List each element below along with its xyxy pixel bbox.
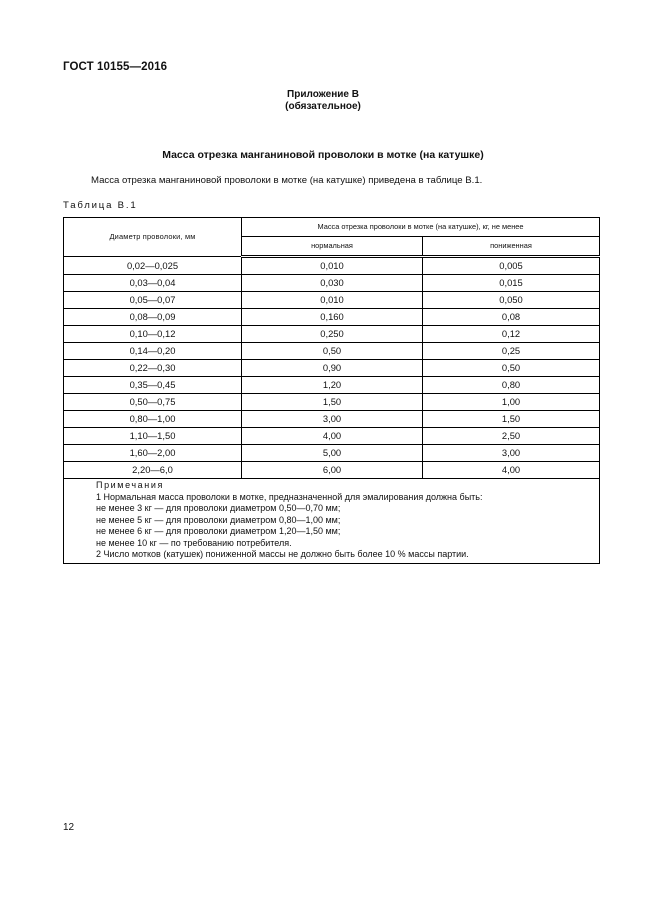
cell-diameter: 0,05—0,07 — [64, 292, 242, 309]
appendix-title: Приложение В — [287, 89, 359, 100]
cell-normal: 1,50 — [242, 394, 423, 411]
note-line: не менее 6 кг — для проволоки диаметром 1,20—1,50 мм; — [96, 526, 341, 536]
cell-normal: 4,00 — [242, 428, 423, 445]
header-mass-group: Масса отрезка проволоки в мотке (на катушке), кг, не менее — [242, 218, 600, 237]
cell-normal: 0,90 — [242, 360, 423, 377]
note-line: 2 Число мотков (катушек) пониженной массы не должно быть более 10 % массы партии. — [96, 549, 469, 559]
table-row — [64, 462, 600, 479]
cell-diameter: 0,08—0,09 — [64, 309, 242, 326]
cell-normal: 5,00 — [242, 445, 423, 462]
cell-normal: 3,00 — [242, 411, 423, 428]
table-caption: Таблица В.1 — [63, 200, 138, 211]
table-row — [64, 445, 600, 462]
appendix-heading — [0, 89, 646, 113]
cell-normal: 0,160 — [242, 309, 423, 326]
table-row — [64, 343, 600, 360]
cell-diameter: 0,22—0,30 — [64, 360, 242, 377]
table-row — [64, 411, 600, 428]
table-notes — [64, 479, 600, 564]
header-normal: нормальная — [242, 237, 423, 257]
cell-reduced: 1,00 — [423, 394, 600, 411]
cell-reduced: 0,50 — [423, 360, 600, 377]
cell-diameter: 1,10—1,50 — [64, 428, 242, 445]
table-notes-row — [64, 479, 600, 564]
table-row — [64, 326, 600, 343]
cell-diameter: 2,20—6,0 — [64, 462, 242, 479]
note-line: 1 Нормальная масса проволоки в мотке, предназначенной для эмалирования должна быть: — [96, 491, 483, 502]
cell-reduced: 0,80 — [423, 377, 600, 394]
cell-reduced: 0,050 — [423, 292, 600, 309]
cell-diameter: 1,60—2,00 — [64, 445, 242, 462]
cell-normal: 1,20 — [242, 377, 423, 394]
cell-reduced: 1,50 — [423, 411, 600, 428]
section-title: Масса отрезка манганиновой проволоки в мотке (на катушке) — [162, 149, 484, 161]
cell-reduced: 3,00 — [423, 445, 600, 462]
table-row — [64, 394, 600, 411]
cell-diameter: 0,14—0,20 — [64, 343, 242, 360]
cell-diameter: 0,02—0,025 — [64, 257, 242, 275]
cell-diameter: 0,35—0,45 — [64, 377, 242, 394]
table-row — [64, 360, 600, 377]
cell-reduced: 0,12 — [423, 326, 600, 343]
table-row — [64, 309, 600, 326]
cell-normal: 0,250 — [242, 326, 423, 343]
cell-reduced: 4,00 — [423, 462, 600, 479]
table-row — [64, 257, 600, 275]
cell-reduced: 0,25 — [423, 343, 600, 360]
document-code: ГОСТ 10155—2016 — [63, 61, 168, 73]
table-row — [64, 428, 600, 445]
cell-reduced: 0,015 — [423, 275, 600, 292]
cell-normal: 0,010 — [242, 292, 423, 309]
header-reduced: пониженная — [423, 237, 600, 257]
cell-normal: 0,50 — [242, 343, 423, 360]
cell-diameter: 0,03—0,04 — [64, 275, 242, 292]
table-row — [64, 377, 600, 394]
header-diameter: Диаметр проволоки, мм — [64, 218, 242, 257]
note-line: не менее 10 кг — по требованию потребителя. — [96, 537, 292, 548]
cell-reduced: 0,08 — [423, 309, 600, 326]
cell-normal: 0,030 — [242, 275, 423, 292]
intro-paragraph: Масса отрезка манганиновой проволоки в мотке (на катушке) приведена в таблице В.1. — [91, 175, 483, 186]
cell-reduced: 2,50 — [423, 428, 600, 445]
cell-normal: 6,00 — [242, 462, 423, 479]
notes-heading: Примечания — [96, 480, 164, 490]
table-row — [64, 292, 600, 309]
note-line: не менее 5 кг — для проволоки диаметром 0,80—1,00 мм; — [96, 514, 341, 525]
cell-diameter: 0,50—0,75 — [64, 394, 242, 411]
note-line: не менее 3 кг — для проволоки диаметром 0,50—0,70 мм; — [96, 503, 341, 513]
cell-normal: 0,010 — [242, 257, 423, 275]
cell-reduced: 0,005 — [423, 257, 600, 275]
page-number: 12 — [63, 822, 75, 833]
cell-diameter: 0,10—0,12 — [64, 326, 242, 343]
table-row — [64, 275, 600, 292]
wire-mass-table — [63, 217, 600, 564]
appendix-status: (обязательное) — [285, 101, 361, 112]
cell-diameter: 0,80—1,00 — [64, 411, 242, 428]
